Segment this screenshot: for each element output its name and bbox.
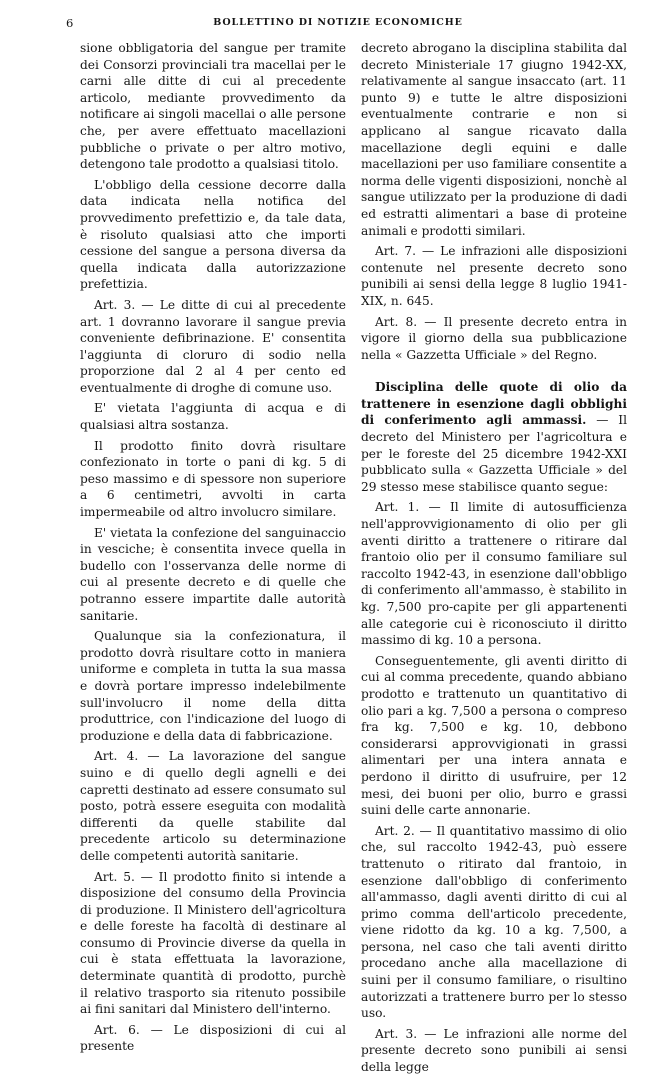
paragraph: E' vietata la confezione del sanguinaccio in vesciche; è consentita invece quella in budello con l'osservanza delle norme di cui al presente decreto e di quelle che potranno essere impartite dalle autorità sanitarie. [80,525,346,623]
paragraph: Art. 4. — La lavorazione del sangue suino e di quello degli agnelli e dei capretti destinato ad essere consumato sul posto, potrà essere eseguita con modalità differenti da quelle stabilite dal precedente articolo su determinazione delle competenti autorità sanitarie. [80,749,346,863]
left-column [80,40,346,1054]
paragraph: Art. 3. — Le infrazioni alle norme del presente decreto sono punibili ai sensi della legge [361,1026,627,1075]
page-number: 6 [66,16,74,30]
paragraph: Qualunque sia la confezionatura, il prodotto dovrà risultare cotto in maniera uniforme e completa in tutta la sua massa e dovrà portare impresso indelebilmente sull'involucro il nome della ditta produttrice, con l'indicazione del luogo di produzione e della data di fabbricazione. [80,629,346,743]
right-column [361,40,628,1075]
page-header [60,14,616,32]
paragraph: Art. 6. — Le disposizioni di cui al presente [80,1022,346,1054]
section-paragraph [361,379,627,495]
paragraph: decreto abrogano la disciplina stabilita dal decreto Ministeriale 17 giugno 1942-XX, relativamente al sangue insaccato (art. 11 punto 9) e tutte le altre disposizioni eventualmente contrarie e non si applicano al sangue ricavato dalla macellazione degli equini e dalle macellazioni per uso familiare consentite a norma delle vigenti disposizioni, nonchè al sangue utilizzato per la produzione di dadi ed estratti alimentari a base di proteine animali e prodotti similari. [361,41,627,238]
paragraph: Art. 8. — Il presente decreto entra in vigore il giorno della sua pubblicazione nella « Gazzetta Ufficiale » del Regno. [361,314,627,362]
paragraph: Art. 2. — Il quantitativo massimo di olio che, sul raccolto 1942-43, può essere trattenuto o ritirato dal frantoio, in esenzione dall'obbligo di conferimento all'ammasso, dagli aventi diritto di cui al primo comma dell'articolo precedente, viene ridotto da kg. 10 a kg. 7,500, a persona, nel caso che tali aventi diritto procedano anche alla macellazione di suini per il consumo familiare, o risultino autorizzati a trattenere burro per lo stesso uso. [361,823,627,1021]
paragraph: sione obbligatoria del sangue per tramite dei Consorzi provinciali tra macellai per le carni alle ditte di cui al precedente articolo, mediante provvedimento da notificare ai singoli macellai o alle persone che, per avere effettuato macellazioni pubbliche o private o per altro motivo, detengono tale prodotto a qualsiasi titolo. [80,41,346,172]
running-title: BOLLETTINO DI NOTIZIE ECONOMICHE [213,17,463,28]
section-title: Disciplina delle quote di olio da trattenere in esenzione dagli obblighi di conferimento agli ammassi. [361,380,627,428]
paragraph: L'obbligo della cessione decorre dalla data indicata nella notifica del provvedimento prefettizio e, da tale data, è risoluto qualsiasi atto che importi cessione del sangue a persona diversa da quella indicata dalla autorizzazione prefettizia. [80,177,346,292]
paragraph: E' vietata l'aggiunta di acqua e di qualsiasi altra sostanza. [80,401,346,433]
paragraph: Art. 1. — Il limite di autosufficienza nell'approvvigionamento di olio per gli aventi diritto a trattenere o ritirare dal frantoio olio per il consumo familiare sul raccolto 1942-43, in esenzione dall'obbligo di conferimento all'ammasso, è stabilito in kg. 7,500 pro-capite per gli appartenenti alle categorie cui è riconosciuto il diritto massimo di kg. 10 a persona. [361,500,627,648]
paragraph: Conseguentemente, gli aventi diritto di cui al comma precedente, quando abbiano prodotto e trattenuto un quantitativo di olio pari a kg. 7,500 a persona o compreso fra kg. 7,500 e kg. 10, debbono considerarsi approvvigionati in grassi alimentari per una intera annata e perdono il diritto di usufruire, per 12 mesi, dei buoni per olio, burro e grassi suini delle carte annonarie. [361,653,627,818]
paragraph: Art. 7. — Le infrazioni alle disposizioni contenute nel presente decreto sono punibili ai sensi della legge 8 luglio 1941-XIX, n. 645. [361,244,627,308]
paragraph: Il prodotto finito dovrà risultare confezionato in torte o pani di kg. 5 di peso massimo e di spessore non superiore a 6 centimetri, avvolti in carta impermeabile od altro involucro similare. [80,438,346,520]
paragraph: Art. 3. — Le ditte di cui al precedente art. 1 dovranno lavorare il sangue previa conveniente defibrinazione. E' consentita l'aggiunta di cloruro di sodio nella proporzione dal 2 al 4 per cento ed eventualmente di droghe di comune uso. [80,297,346,395]
paragraph: Art. 5. — Il prodotto finito si intende a disposizione del consumo della Provincia di produzione. Il Ministero dell'agricoltura e delle foreste ha facoltà di destinare al consumo di Provincie diverse da quella in cui è stata effettuata la lavorazione, determinate quantità di prodotto, purchè il relativo trasporto sia ritenuto possibile ai fini sanitari dal Ministero dell'interno. [80,869,346,1017]
section-intro: — Il decreto del Ministero per l'agricoltura e per le foreste del 25 dicembre 1942-XXI pubblicato sulla « Gazzetta Ufficiale » del 29 stesso mese stabilisce quanto segue: [361,413,628,494]
